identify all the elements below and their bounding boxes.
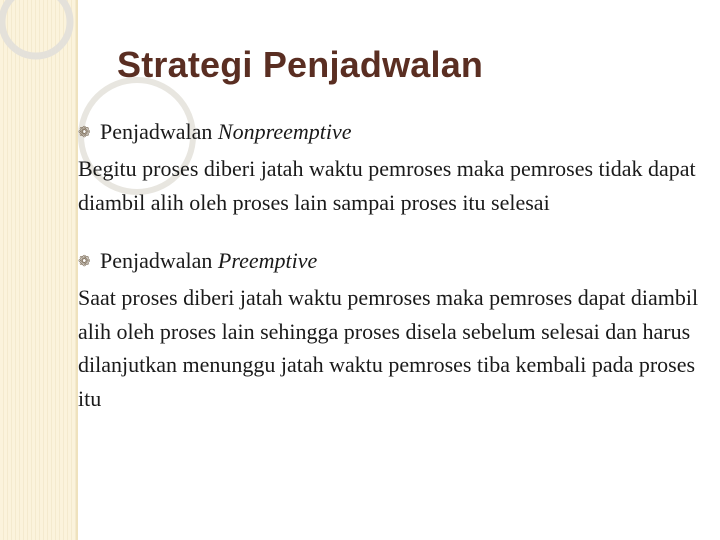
- side-band: [0, 0, 78, 540]
- section-body-nonpreemptive: Begitu proses diberi jatah waktu pemroses maka pemroses tidak dapat diambil alih oleh proses lain sampai proses itu selesai: [78, 156, 696, 215]
- section-body-preemptive: Saat proses diberi jatah waktu pemroses maka pemroses dapat diambil alih oleh proses lain sehingga proses disela sebelum selesai dan harus dilanjutkan menunggu jatah waktu pemroses tiba kembali pada proses itu: [78, 285, 699, 411]
- heading-plain-text: Penjadwalan: [100, 119, 218, 144]
- heading-plain-text: Penjadwalan: [100, 248, 218, 273]
- curly-bullet-icon: ❁: [78, 254, 91, 270]
- heading-term-preemptive: Preemptive: [217, 248, 318, 273]
- section-heading-preemptive: [78, 246, 708, 277]
- section-heading-nonpreemptive: [78, 117, 708, 148]
- slide-content: [78, 117, 708, 415]
- heading-term-nonpreemptive: Nonpreemptive: [217, 119, 352, 144]
- side-band-texture: [0, 0, 78, 540]
- section-gap: [78, 219, 708, 246]
- slide-title: Strategi Penjadwalan: [117, 44, 484, 85]
- curly-bullet-icon: ❁: [78, 125, 91, 141]
